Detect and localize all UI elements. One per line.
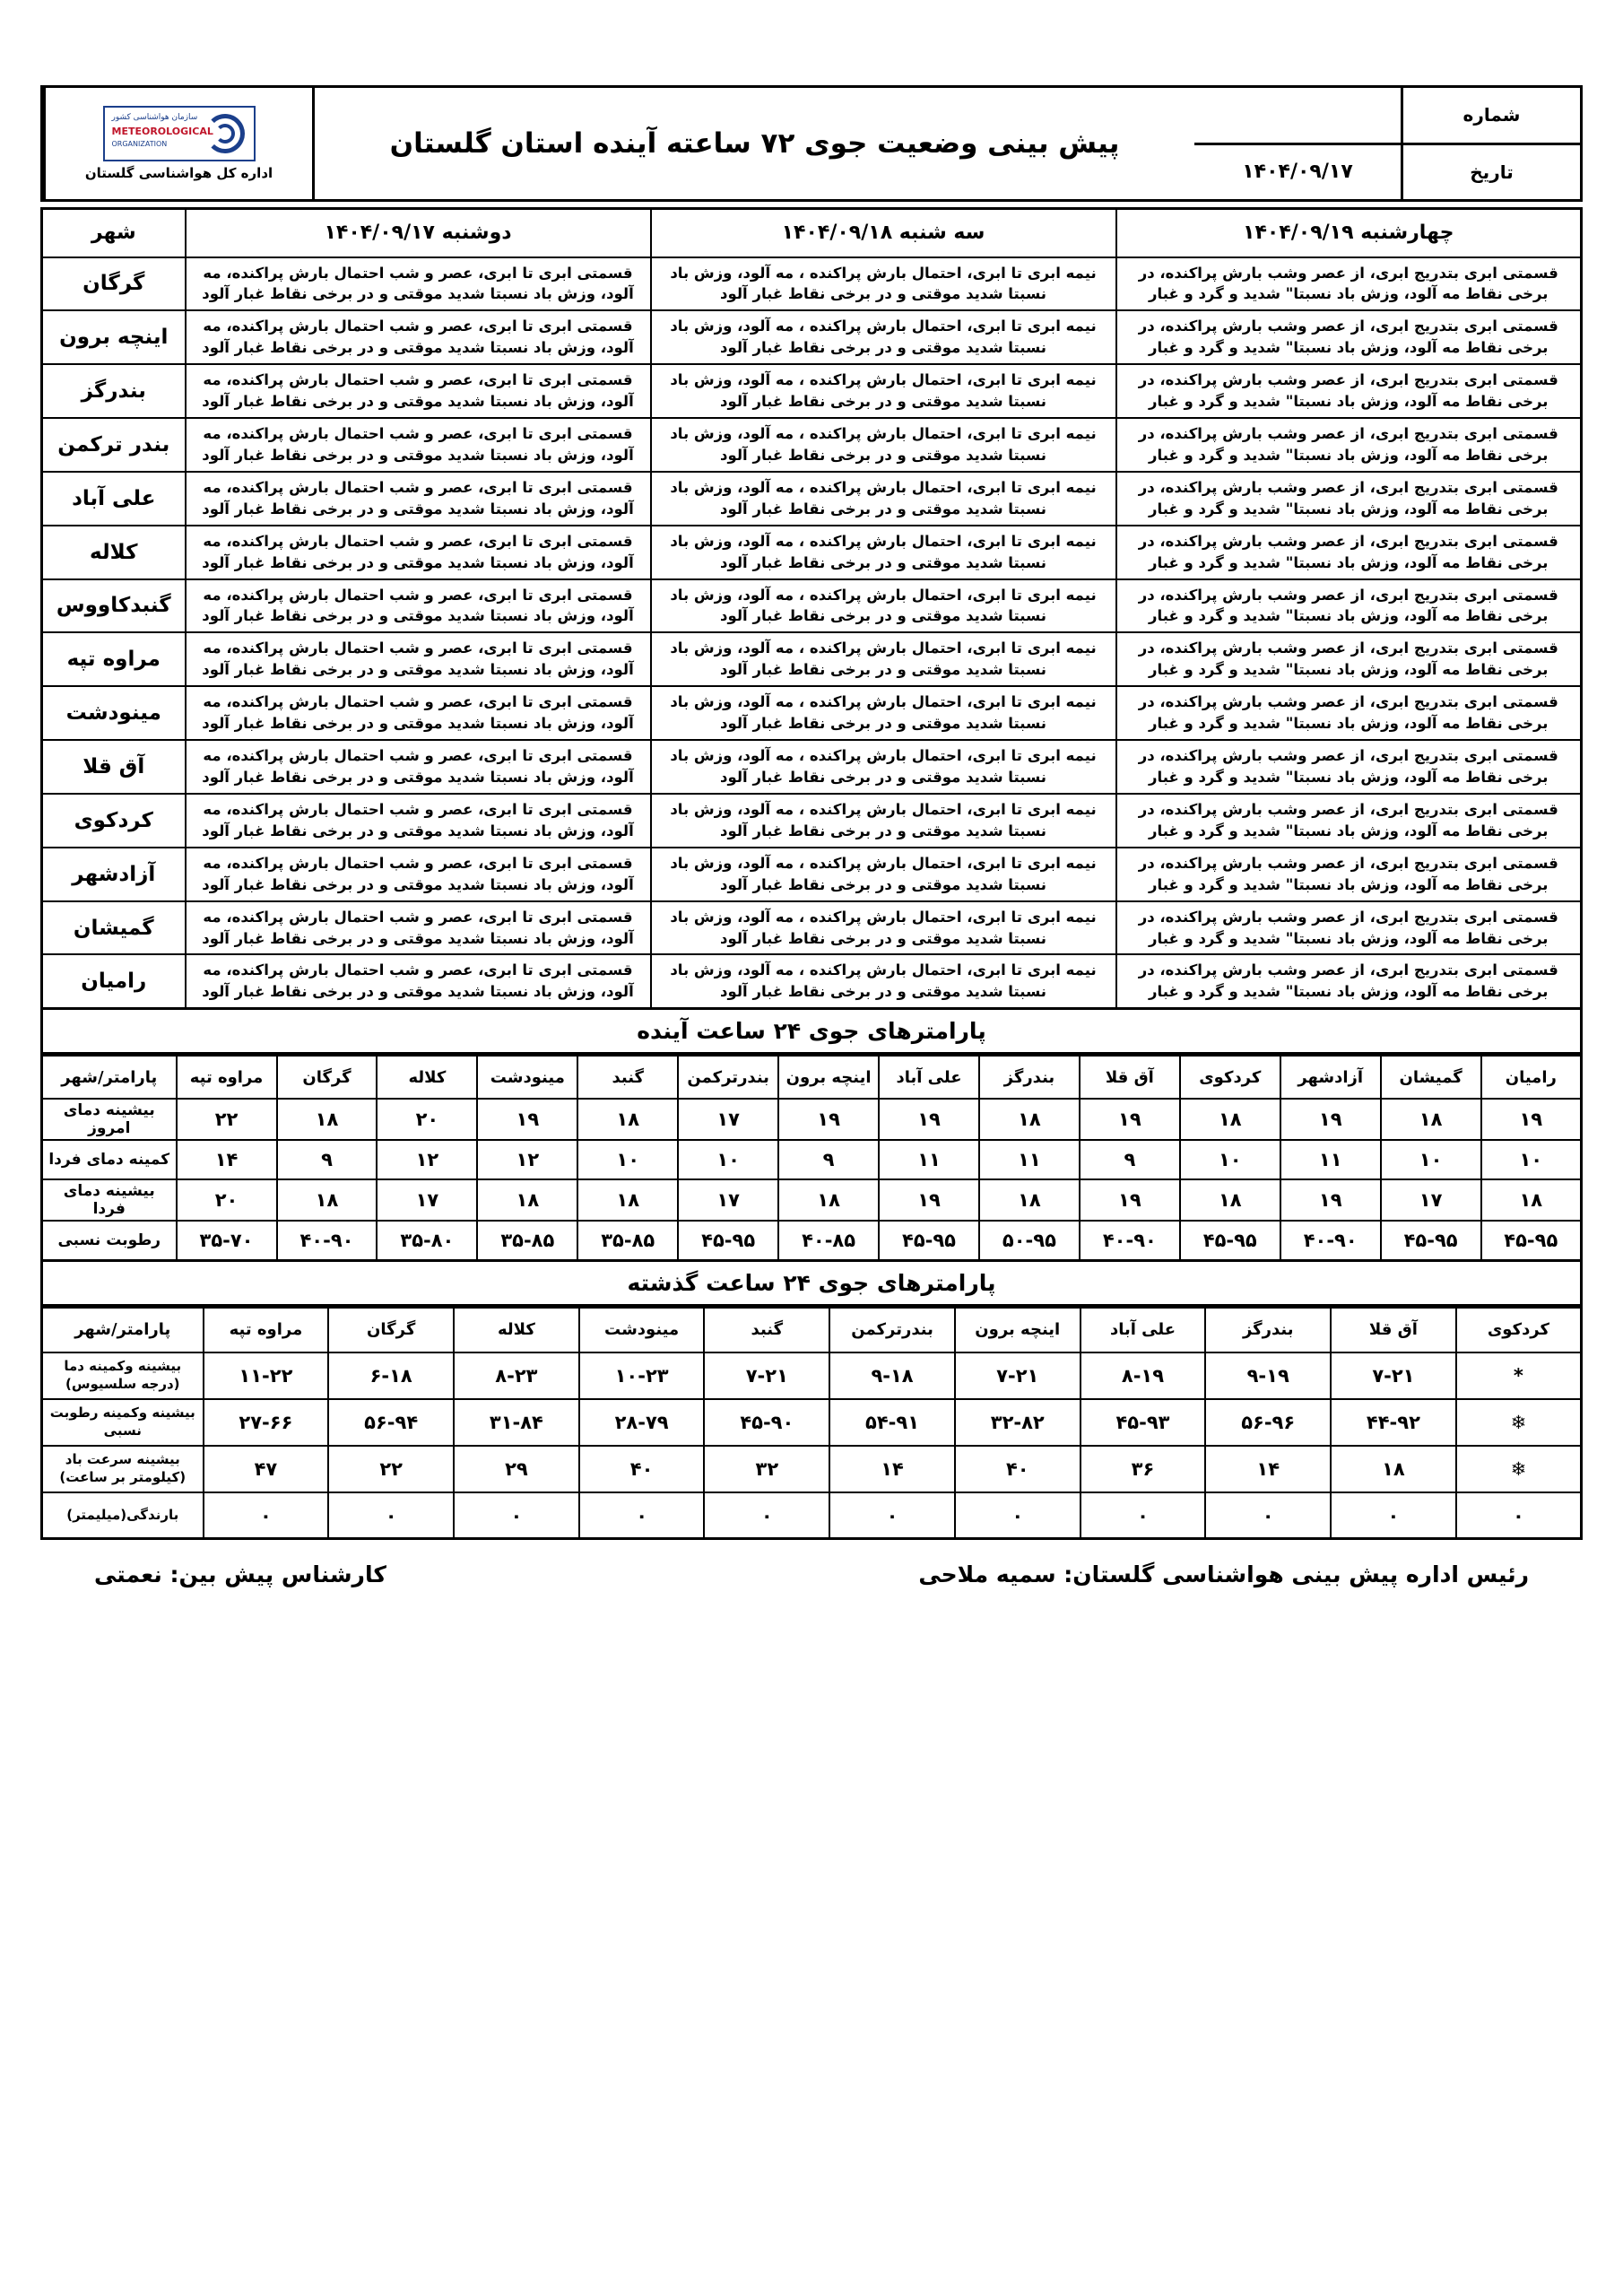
past24-value-cell: ۰: [704, 1492, 829, 1539]
forecast-city-name: اینچه برون: [42, 310, 186, 364]
forecast-city-name: رامیان: [42, 954, 186, 1008]
next24-value-cell: ۴۰-۸۵: [778, 1221, 879, 1260]
next24-value-cell: ۵۰-۹۵: [979, 1221, 1080, 1260]
next24-value-cell: ۱۸: [1180, 1099, 1280, 1140]
forecast-cell-mon: قسمتی ابری تا ابری، عصر و شب احتمال بارش پراکنده، مه آلود، وزش باد نسبتا شدید موقتی و در برخی نقاط غبار آلود: [186, 257, 651, 311]
next24-value-cell: ۹: [778, 1140, 879, 1179]
forecast-cell-tue: نیمه ابری تا ابری، احتمال بارش پراکنده ، مه آلود، وزش باد نسبتا شدید موقتی و در برخی نقاط غبار آلود: [651, 418, 1116, 472]
forecast-cell-wed: قسمتی ابری بتدریج ابری، از عصر وشب بارش پراکنده، در برخی نقاط مه آلود، وزش باد نسبتا" شدید و گرد و غبار: [1116, 686, 1582, 740]
next24-value-cell: ۳۵-۸۵: [477, 1221, 577, 1260]
logo-text-top: سازمان هواشناسی کشور: [111, 113, 198, 122]
next24-value-cell: ۱۹: [1280, 1179, 1381, 1221]
forecast-cell-wed: قسمتی ابری بتدریج ابری، از عصر وشب بارش پراکنده، در برخی نقاط مه آلود، وزش باد نسبتا" شدید و گرد و غبار: [1116, 632, 1582, 686]
past24-body: [42, 1352, 1582, 1539]
table-row: [42, 1492, 1582, 1539]
forecast-cell-tue: نیمه ابری تا ابری، احتمال بارش پراکنده ، مه آلود، وزش باد نسبتا شدید موقتی و در برخی نقاط غبار آلود: [651, 632, 1116, 686]
next24-value-cell: ۱۸: [979, 1099, 1080, 1140]
forecast-cell-wed: قسمتی ابری بتدریج ابری، از عصر وشب بارش پراکنده، در برخی نقاط مه آلود، وزش باد نسبتا" شدید و گرد و غبار: [1116, 794, 1582, 848]
next24-value-cell: ۱۹: [477, 1099, 577, 1140]
forecast-cell-tue: نیمه ابری تا ابری، احتمال بارش پراکنده ، مه آلود، وزش باد نسبتا شدید موقتی و در برخی نقاط غبار آلود: [651, 257, 1116, 311]
past24-value-cell: ۲۲: [328, 1446, 454, 1492]
forecast-city-name: کلاله: [42, 526, 186, 579]
next24-value-cell: ۴۵-۹۵: [678, 1221, 778, 1260]
past24-value-cell: ۹-۱۹: [1205, 1352, 1331, 1399]
next24-value-cell: ۱۷: [377, 1179, 477, 1221]
forecast-day-header-mon: دوشنبه ۱۴۰۴/۰۹/۱۷: [186, 209, 651, 257]
past24-value-cell: ۵۶-۹۴: [328, 1399, 454, 1446]
past24-value-cell: ۲۹: [454, 1446, 579, 1492]
next24-city-header: بندرترکمن: [678, 1056, 778, 1099]
forecast-city-name: آزادشهر: [42, 848, 186, 901]
forecast-cell-mon: قسمتی ابری تا ابری، عصر و شب احتمال بارش پراکنده، مه آلود، وزش باد نسبتا شدید موقتی و در برخی نقاط غبار آلود: [186, 526, 651, 579]
forecast-cell-tue: نیمه ابری تا ابری، احتمال بارش پراکنده ، مه آلود، وزش باد نسبتا شدید موقتی و در برخی نقاط غبار آلود: [651, 472, 1116, 526]
past24-value-cell: ۸-۲۳: [454, 1352, 579, 1399]
next24-city-header: مراوه تپه: [177, 1056, 277, 1099]
table-row: [42, 1140, 1582, 1179]
past24-value-cell: ۲۸-۷۹: [579, 1399, 705, 1446]
past24-value-cell: ۳۶: [1081, 1446, 1206, 1492]
past24-value-cell: ۰: [829, 1492, 955, 1539]
forecast-city-name: بندر ترکمن: [42, 418, 186, 472]
next24-value-cell: ۴۵-۹۵: [879, 1221, 979, 1260]
forecast-cell-mon: قسمتی ابری تا ابری، عصر و شب احتمال بارش پراکنده، مه آلود، وزش باد نسبتا شدید موقتی و در برخی نقاط غبار آلود: [186, 579, 651, 633]
next24-city-header: بندرگز: [979, 1056, 1080, 1099]
forecast-cell-mon: قسمتی ابری تا ابری، عصر و شب احتمال بارش پراکنده، مه آلود، وزش باد نسبتا شدید موقتی و در برخی نقاط غبار آلود: [186, 848, 651, 901]
past24-row-label: بارندگی(میلیمتر): [42, 1492, 204, 1539]
next24-value-cell: ۱۲: [477, 1140, 577, 1179]
past24-corner-label: پارامتر/شهر: [42, 1308, 204, 1352]
next24-city-header: علی آباد: [879, 1056, 979, 1099]
header-number-row: [1194, 88, 1580, 145]
table-row: [42, 740, 1582, 794]
forecast-cell-tue: نیمه ابری تا ابری، احتمال بارش پراکنده ، مه آلود، وزش باد نسبتا شدید موقتی و در برخی نقاط غبار آلود: [651, 579, 1116, 633]
forecast-cell-mon: قسمتی ابری تا ابری، عصر و شب احتمال بارش پراکنده، مه آلود، وزش باد نسبتا شدید موقتی و در برخی نقاط غبار آلود: [186, 418, 651, 472]
table-row: [42, 418, 1582, 472]
next24-row-label: رطوبت نسبی: [42, 1221, 177, 1260]
next24-value-cell: ۴۰-۹۰: [1080, 1221, 1180, 1260]
past24-row-label: بیشینه وکمینه دما (درجه سلسیوس): [42, 1352, 204, 1399]
past24-value-cell: ۳۲-۸۲: [955, 1399, 1081, 1446]
forecast-cell-tue: نیمه ابری تا ابری، احتمال بارش پراکنده ، مه آلود، وزش باد نسبتا شدید موقتی و در برخی نقاط غبار آلود: [651, 740, 1116, 794]
header-meta: [1194, 88, 1580, 199]
past24-value-cell: ۰: [1205, 1492, 1331, 1539]
date-value: ۱۴۰۴/۰۹/۱۷: [1242, 161, 1353, 184]
forecast-cell-mon: قسمتی ابری تا ابری، عصر و شب احتمال بارش پراکنده، مه آلود، وزش باد نسبتا شدید موقتی و در برخی نقاط غبار آلود: [186, 740, 651, 794]
table-row: [42, 901, 1582, 955]
past24-value-cell: ۰: [579, 1492, 705, 1539]
next24-row-label: بیشینه دمای فردا: [42, 1179, 177, 1221]
past24-value-cell: ۰: [454, 1492, 579, 1539]
page-title: پیش بینی وضعیت جوی ۷۲ ساعته آینده استان گلستان: [312, 88, 1194, 199]
past24-value-cell: ۱۴: [1205, 1446, 1331, 1492]
next24-city-header: گرگان: [277, 1056, 378, 1099]
next24-city-header: رامیان: [1481, 1056, 1582, 1099]
forecast-city-header: شهر: [42, 209, 186, 257]
forecast-cell-wed: قسمتی ابری بتدریج ابری، از عصر وشب بارش پراکنده، در برخی نقاط مه آلود، وزش باد نسبتا" شدید و گرد و غبار: [1116, 364, 1582, 418]
forecast-cell-mon: قسمتی ابری تا ابری، عصر و شب احتمال بارش پراکنده، مه آلود، وزش باد نسبتا شدید موقتی و در برخی نقاط غبار آلود: [186, 310, 651, 364]
next24-value-cell: ۳۵-۸۰: [377, 1221, 477, 1260]
table-row: [42, 579, 1582, 633]
past24-city-header: کردکوی: [1456, 1308, 1582, 1352]
forecast-cell-wed: قسمتی ابری بتدریج ابری، از عصر وشب بارش پراکنده، در برخی نقاط مه آلود، وزش باد نسبتا" شدید و گرد و غبار: [1116, 310, 1582, 364]
past24-value-cell: ۰: [955, 1492, 1081, 1539]
forecast-cell-mon: قسمتی ابری تا ابری، عصر و شب احتمال بارش پراکنده، مه آلود، وزش باد نسبتا شدید موقتی و در برخی نقاط غبار آلود: [186, 472, 651, 526]
past24-row-label: بیشینه سرعت باد (کیلومتر بر ساعت): [42, 1446, 204, 1492]
next24-value-cell: ۲۲: [177, 1099, 277, 1140]
next24-table: [40, 1055, 1583, 1262]
past24-table: [40, 1307, 1583, 1541]
date-label: تاریخ: [1401, 145, 1580, 200]
next24-value-cell: ۱۴: [177, 1140, 277, 1179]
table-row: [42, 1221, 1582, 1260]
past24-city-header: کلاله: [454, 1308, 579, 1352]
table-row: [42, 526, 1582, 579]
document-footer: [40, 1561, 1583, 1587]
table-row: [42, 848, 1582, 901]
next24-body: [42, 1099, 1582, 1260]
forecast-cell-wed: قسمتی ابری بتدریج ابری، از عصر وشب بارش پراکنده، در برخی نقاط مه آلود، وزش باد نسبتا" شدید و گرد و غبار: [1116, 472, 1582, 526]
forecast-cell-mon: قسمتی ابری تا ابری، عصر و شب احتمال بارش پراکنده، مه آلود، وزش باد نسبتا شدید موقتی و در برخی نقاط غبار آلود: [186, 901, 651, 955]
past24-value-cell: ۴۵-۹۳: [1081, 1399, 1206, 1446]
past24-header-row: [42, 1308, 1582, 1352]
next24-value-cell: ۱۸: [1180, 1179, 1280, 1221]
document-header: [40, 85, 1583, 202]
past24-value-cell: ۸-۱۹: [1081, 1352, 1206, 1399]
next24-row-label: کمینه دمای فردا: [42, 1140, 177, 1179]
next24-city-header: مینودشت: [477, 1056, 577, 1099]
next24-value-cell: ۲۰: [377, 1099, 477, 1140]
footer-right-signature: کارشناس پیش بین: نعمتی: [94, 1561, 386, 1588]
next24-value-cell: ۱۰: [577, 1140, 678, 1179]
forecast-cell-wed: قسمتی ابری بتدریج ابری، از عصر وشب بارش پراکنده، در برخی نقاط مه آلود، وزش باد نسبتا" شدید و گرد و غبار: [1116, 579, 1582, 633]
table-row: [42, 686, 1582, 740]
next24-value-cell: ۴۰-۹۰: [277, 1221, 378, 1260]
past24-value-cell: ۹-۱۸: [829, 1352, 955, 1399]
past24-value-cell: ❄: [1456, 1446, 1582, 1492]
past24-value-cell: ۰: [1081, 1492, 1206, 1539]
next24-value-cell: ۱۹: [879, 1179, 979, 1221]
forecast-cell-wed: قسمتی ابری بتدریج ابری، از عصر وشب بارش پراکنده، در برخی نقاط مه آلود، وزش باد نسبتا" شدید و گرد و غبار: [1116, 848, 1582, 901]
next24-value-cell: ۱۸: [577, 1179, 678, 1221]
past24-city-header: مینودشت: [579, 1308, 705, 1352]
forecast-day-header-tue: سه شنبه ۱۴۰۴/۰۹/۱۸: [651, 209, 1116, 257]
next24-value-cell: ۱۹: [1080, 1179, 1180, 1221]
forecast-city-name: بندرگز: [42, 364, 186, 418]
next24-value-cell: ۱۷: [678, 1099, 778, 1140]
past24-value-cell: ۶-۱۸: [328, 1352, 454, 1399]
next24-value-cell: ۱۸: [1481, 1179, 1582, 1221]
table-row: [42, 954, 1582, 1008]
forecast-cell-tue: نیمه ابری تا ابری، احتمال بارش پراکنده ، مه آلود، وزش باد نسبتا شدید موقتی و در برخی نقاط غبار آلود: [651, 954, 1116, 1008]
forecast-city-name: علی آباد: [42, 472, 186, 526]
next24-value-cell: ۲۰: [177, 1179, 277, 1221]
past24-value-cell: ۳۱-۸۴: [454, 1399, 579, 1446]
past24-city-header: بندرگز: [1205, 1308, 1331, 1352]
next24-value-cell: ۱۰: [1180, 1140, 1280, 1179]
past24-value-cell: ۱۱-۲۲: [204, 1352, 329, 1399]
past24-value-cell: ۵۴-۹۱: [829, 1399, 955, 1446]
forecast-cell-wed: قسمتی ابری بتدریج ابری، از عصر وشب بارش پراکنده، در برخی نقاط مه آلود، وزش باد نسبتا" شدید و گرد و غبار: [1116, 418, 1582, 472]
forecast-city-name: آق قلا: [42, 740, 186, 794]
forecast-cell-tue: نیمه ابری تا ابری، احتمال بارش پراکنده ، مه آلود، وزش باد نسبتا شدید موقتی و در برخی نقاط غبار آلود: [651, 848, 1116, 901]
forecast-cell-mon: قسمتی ابری تا ابری، عصر و شب احتمال بارش پراکنده، مه آلود، وزش باد نسبتا شدید موقتی و در برخی نقاط غبار آلود: [186, 794, 651, 848]
next24-value-cell: ۱۹: [778, 1099, 879, 1140]
past24-city-header: مراوه تپه: [204, 1308, 329, 1352]
next24-value-cell: ۱۸: [979, 1179, 1080, 1221]
forecast-cell-wed: قسمتی ابری بتدریج ابری، از عصر وشب بارش پراکنده، در برخی نقاط مه آلود، وزش باد نسبتا" شدید و گرد و غبار: [1116, 901, 1582, 955]
forecast-cell-mon: قسمتی ابری تا ابری، عصر و شب احتمال بارش پراکنده، مه آلود، وزش باد نسبتا شدید موقتی و در برخی نقاط غبار آلود: [186, 364, 651, 418]
next24-value-cell: ۱۸: [1381, 1099, 1481, 1140]
next24-city-header: گمیشان: [1381, 1056, 1481, 1099]
past24-city-header: آق قلا: [1331, 1308, 1456, 1352]
forecast-cell-tue: نیمه ابری تا ابری، احتمال بارش پراکنده ، مه آلود، وزش باد نسبتا شدید موقتی و در برخی نقاط غبار آلود: [651, 364, 1116, 418]
header-date-row: [1194, 145, 1580, 200]
next24-value-cell: ۱۱: [879, 1140, 979, 1179]
footer-left-signature: رئیس اداره پیش بینی هواشناسی گلستان: سمیه ملاحی: [918, 1561, 1529, 1588]
past24-value-cell: ۳۲: [704, 1446, 829, 1492]
forecast-city-name: کردکوی: [42, 794, 186, 848]
table-row: [42, 1399, 1582, 1446]
forecast-cell-mon: قسمتی ابری تا ابری، عصر و شب احتمال بارش پراکنده، مه آلود، وزش باد نسبتا شدید موقتی و در برخی نقاط غبار آلود: [186, 686, 651, 740]
past24-value-cell: ۰: [328, 1492, 454, 1539]
forecast-cell-tue: نیمه ابری تا ابری، احتمال بارش پراکنده ، مه آلود، وزش باد نسبتا شدید موقتی و در برخی نقاط غبار آلود: [651, 310, 1116, 364]
table-row: [42, 632, 1582, 686]
next24-band-title: پارامترهای جوی ۲۴ ساعت آینده: [40, 1010, 1583, 1055]
next24-value-cell: ۱۰: [1381, 1140, 1481, 1179]
past24-value-cell: ۰: [1456, 1492, 1582, 1539]
forecast-header-row: [42, 209, 1582, 257]
next24-value-cell: ۱۹: [1080, 1099, 1180, 1140]
past24-value-cell: ❄: [1456, 1399, 1582, 1446]
table-row: [42, 257, 1582, 311]
next24-value-cell: ۱۹: [1280, 1099, 1381, 1140]
past24-band-title: پارامترهای جوی ۲۴ ساعت گذشته: [40, 1262, 1583, 1307]
forecast-table: [40, 207, 1583, 1010]
past24-value-cell: ۵۶-۹۶: [1205, 1399, 1331, 1446]
next24-value-cell: ۴۵-۹۵: [1381, 1221, 1481, 1260]
forecast-cell-tue: نیمه ابری تا ابری، احتمال بارش پراکنده ، مه آلود، وزش باد نسبتا شدید موقتی و در برخی نقاط غبار آلود: [651, 526, 1116, 579]
past24-value-cell: ۲۷-۶۶: [204, 1399, 329, 1446]
next24-city-header: اینچه برون: [778, 1056, 879, 1099]
past24-value-cell: ۱۴: [829, 1446, 955, 1492]
past24-city-header: علی آباد: [1081, 1308, 1206, 1352]
next24-city-header: آق قلا: [1080, 1056, 1180, 1099]
next24-city-header: آزادشهر: [1280, 1056, 1381, 1099]
next24-value-cell: ۱۹: [879, 1099, 979, 1140]
table-row: [42, 1099, 1582, 1140]
forecast-city-name: مراوه تپه: [42, 632, 186, 686]
past24-value-cell: ۷-۲۱: [955, 1352, 1081, 1399]
forecast-cell-tue: نیمه ابری تا ابری، احتمال بارش پراکنده ، مه آلود، وزش باد نسبتا شدید موقتی و در برخی نقاط غبار آلود: [651, 794, 1116, 848]
past24-city-header: اینچه برون: [955, 1308, 1081, 1352]
past24-value-cell: ۰: [1331, 1492, 1456, 1539]
past24-value-cell: ۴۴-۹۲: [1331, 1399, 1456, 1446]
logo-text-mid: METEOROLOGICAL: [111, 126, 213, 137]
next24-value-cell: ۱۷: [1381, 1179, 1481, 1221]
table-row: [42, 1446, 1582, 1492]
next24-city-header: گنبد: [577, 1056, 678, 1099]
next24-value-cell: ۱۱: [979, 1140, 1080, 1179]
next24-value-cell: ۱۸: [778, 1179, 879, 1221]
past24-row-label: بیشینه وکمینه رطوبت نسبی: [42, 1399, 204, 1446]
forecast-city-name: مینودشت: [42, 686, 186, 740]
forecast-body: [42, 257, 1582, 1009]
meteorological-logo-icon: [103, 106, 256, 161]
forecast-cell-tue: نیمه ابری تا ابری، احتمال بارش پراکنده ، مه آلود، وزش باد نسبتا شدید موقتی و در برخی نقاط غبار آلود: [651, 901, 1116, 955]
next24-value-cell: ۹: [277, 1140, 378, 1179]
next24-value-cell: ۴۵-۹۵: [1481, 1221, 1582, 1260]
forecast-cell-mon: قسمتی ابری تا ابری، عصر و شب احتمال بارش پراکنده، مه آلود، وزش باد نسبتا شدید موقتی و در برخی نقاط غبار آلود: [186, 632, 651, 686]
past24-value-cell: ۱۰-۲۳: [579, 1352, 705, 1399]
past24-value-cell: ۴۷: [204, 1446, 329, 1492]
next24-value-cell: ۱۱: [1280, 1140, 1381, 1179]
past24-value-cell: ۴۵-۹۰: [704, 1399, 829, 1446]
next24-value-cell: ۱۲: [377, 1140, 477, 1179]
past24-value-cell: ۱۸: [1331, 1446, 1456, 1492]
forecast-cell-mon: قسمتی ابری تا ابری، عصر و شب احتمال بارش پراکنده، مه آلود، وزش باد نسبتا شدید موقتی و در برخی نقاط غبار آلود: [186, 954, 651, 1008]
forecast-cell-wed: قسمتی ابری بتدریج ابری، از عصر وشب بارش پراکنده، در برخی نقاط مه آلود، وزش باد نسبتا" شدید و گرد و غبار: [1116, 954, 1582, 1008]
logo-caption: اداره کل هواشناسی گلستان: [84, 165, 273, 181]
next24-value-cell: ۱۷: [678, 1179, 778, 1221]
next24-value-cell: ۱۸: [277, 1099, 378, 1140]
next24-city-header: کردکوی: [1180, 1056, 1280, 1099]
past24-value-cell: ۷-۲۱: [704, 1352, 829, 1399]
past24-value-cell: ۷-۲۱: [1331, 1352, 1456, 1399]
past24-value-cell: ۴۰: [955, 1446, 1081, 1492]
next24-row-label: بیشینه دمای امروز: [42, 1099, 177, 1140]
past24-value-cell: *: [1456, 1352, 1582, 1399]
forecast-city-name: گمیشان: [42, 901, 186, 955]
table-row: [42, 472, 1582, 526]
next24-corner-label: پارامتر/شهر: [42, 1056, 177, 1099]
next24-value-cell: ۱۸: [277, 1179, 378, 1221]
next24-city-header: کلاله: [377, 1056, 477, 1099]
next24-value-cell: ۳۵-۸۵: [577, 1221, 678, 1260]
table-row: [42, 364, 1582, 418]
past24-value-cell: ۴۰: [579, 1446, 705, 1492]
forecast-cell-tue: نیمه ابری تا ابری، احتمال بارش پراکنده ، مه آلود، وزش باد نسبتا شدید موقتی و در برخی نقاط غبار آلود: [651, 686, 1116, 740]
forecast-city-name: گرگان: [42, 257, 186, 311]
next24-value-cell: ۱۸: [477, 1179, 577, 1221]
next24-value-cell: ۳۵-۷۰: [177, 1221, 277, 1260]
forecast-document: [40, 85, 1583, 1587]
logo-text-bottom: ORGANIZATION: [111, 140, 168, 148]
next24-value-cell: ۴۰-۹۰: [1280, 1221, 1381, 1260]
next24-value-cell: ۱۹: [1481, 1099, 1582, 1140]
past24-city-header: بندرترکمن: [829, 1308, 955, 1352]
next24-value-cell: ۱۸: [577, 1099, 678, 1140]
next24-value-cell: ۴۵-۹۵: [1180, 1221, 1280, 1260]
forecast-day-header-wed: چهارشنبه ۱۴۰۴/۰۹/۱۹: [1116, 209, 1582, 257]
table-row: [42, 1352, 1582, 1399]
table-row: [42, 310, 1582, 364]
past24-city-header: گنبد: [704, 1308, 829, 1352]
swirl-inner-icon: [215, 124, 235, 144]
next24-header-row: [42, 1056, 1582, 1099]
forecast-cell-wed: قسمتی ابری بتدریج ابری، از عصر وشب بارش پراکنده، در برخی نقاط مه آلود، وزش باد نسبتا" شدید و گرد و غبار: [1116, 740, 1582, 794]
organization-logo: [43, 88, 312, 199]
forecast-cell-wed: قسمتی ابری بتدریج ابری، از عصر وشب بارش پراکنده، در برخی نقاط مه آلود، وزش باد نسبتا" شدید و گرد و غبار: [1116, 526, 1582, 579]
table-row: [42, 794, 1582, 848]
table-row: [42, 1179, 1582, 1221]
forecast-city-name: گنبدکاووس: [42, 579, 186, 633]
past24-value-cell: ۰: [204, 1492, 329, 1539]
next24-value-cell: ۱۰: [678, 1140, 778, 1179]
next24-value-cell: ۹: [1080, 1140, 1180, 1179]
next24-value-cell: ۱۰: [1481, 1140, 1582, 1179]
number-value: [1194, 88, 1401, 143]
past24-city-header: گرگان: [328, 1308, 454, 1352]
forecast-cell-wed: قسمتی ابری بتدریج ابری، از عصر وشب بارش پراکنده، در برخی نقاط مه آلود، وزش باد نسبتا" شدید و گرد و غبار: [1116, 257, 1582, 311]
number-label: شماره: [1401, 88, 1580, 143]
